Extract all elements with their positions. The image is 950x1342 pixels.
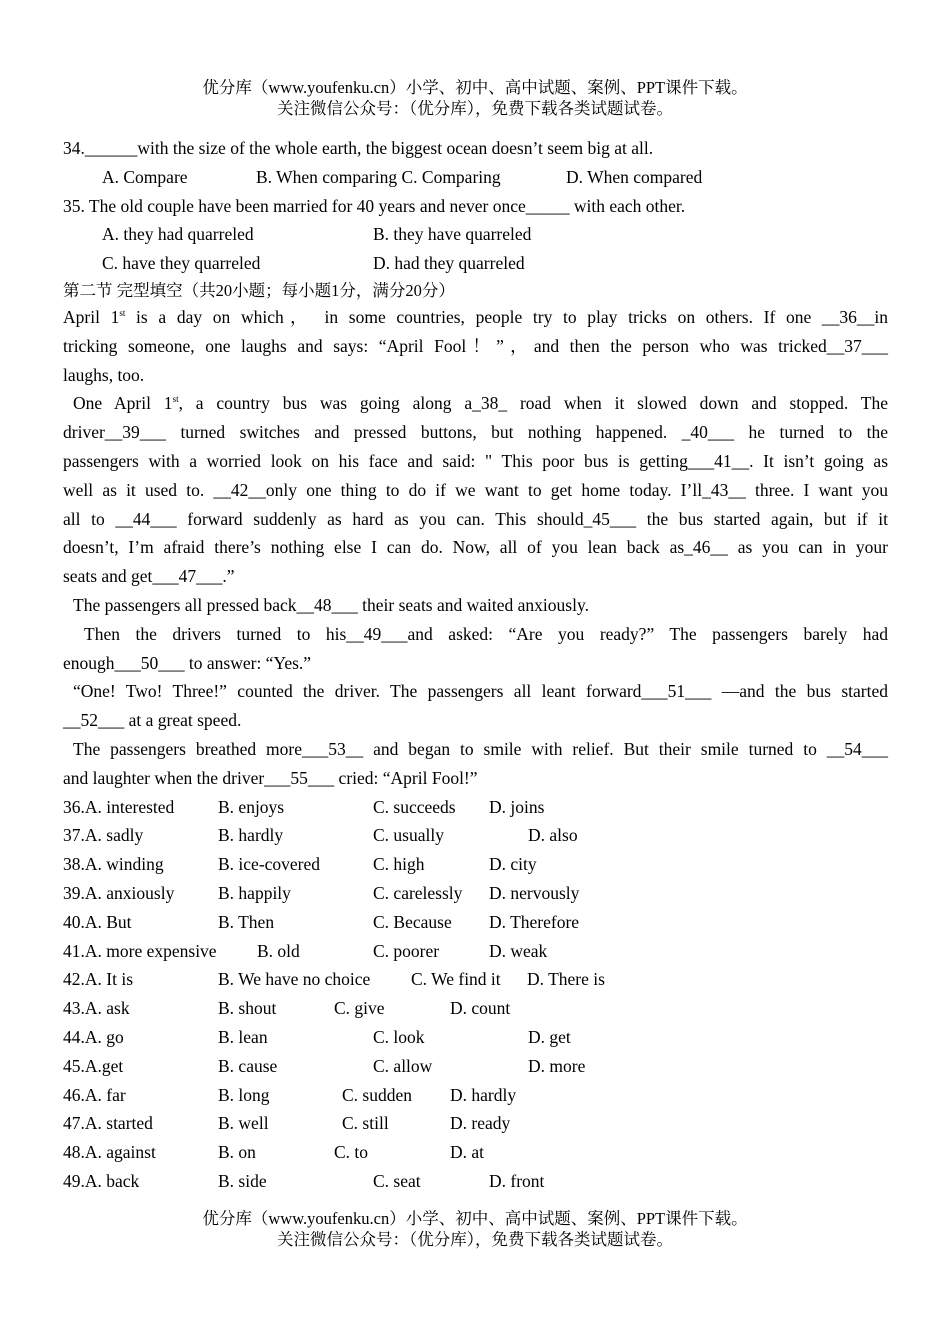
q34-option-d: D. When compared bbox=[566, 166, 703, 187]
option-46-a: 46.A. far bbox=[63, 1084, 126, 1105]
option-39-b: B. happily bbox=[218, 882, 291, 903]
option-39-c: C. carelessly bbox=[373, 882, 463, 903]
option-36-d: D. joins bbox=[489, 796, 545, 817]
option-49-a: 49.A. back bbox=[63, 1170, 140, 1191]
option-42-d: D. There is bbox=[527, 969, 605, 990]
option-40-c: C. Because bbox=[373, 911, 452, 932]
option-38-b: B. ice-covered bbox=[218, 854, 321, 875]
option-45-b: B. cause bbox=[218, 1055, 278, 1076]
option-41-d: D. weak bbox=[489, 940, 548, 961]
passage bbox=[63, 303, 888, 793]
option-41-a: 41.A. more expensive bbox=[63, 940, 217, 961]
q35-option-b: B. they have quarreled bbox=[373, 224, 532, 245]
option-row-36 bbox=[63, 793, 888, 822]
option-38-c: C. high bbox=[373, 854, 425, 875]
q35-options-row2 bbox=[63, 249, 888, 278]
passage-p2-line3: passengers with a worried look on his face and said: " This poor bus is getting___41__. It isn’t going as bbox=[63, 450, 888, 471]
option-46-b: B. long bbox=[218, 1084, 270, 1105]
page-footer bbox=[0, 1208, 950, 1250]
q34-options bbox=[63, 163, 888, 192]
option-47-a: 47.A. started bbox=[63, 1113, 153, 1134]
passage-p2-line4: well as it used to. __42__only one thing to do if we want to get home today. I’ll_43__ three. I want you bbox=[63, 479, 888, 500]
option-44-a: 44.A. go bbox=[63, 1026, 124, 1047]
passage-p6-line2: and laughter when the driver___55___ cried: “April Fool!” bbox=[63, 767, 478, 788]
option-43-d: D. count bbox=[450, 998, 511, 1019]
option-row-38 bbox=[63, 850, 888, 879]
passage-p3: The passengers all pressed back__48___ their seats and waited anxiously. bbox=[73, 594, 589, 615]
option-36-a: 36.A. interested bbox=[63, 796, 175, 817]
footer-line-1: 优分库（www.youfenku.cn）小学、初中、高中试题、案例、PPT课件下载。 bbox=[202, 1209, 748, 1228]
header-line-1: 优分库（www.youfenku.cn）小学、初中、高中试题、案例、PPT课件下载。 bbox=[202, 78, 748, 97]
option-48-c: C. to bbox=[334, 1142, 369, 1163]
p1-text-a: April 1 bbox=[63, 306, 120, 327]
passage-p1-line1 bbox=[63, 303, 888, 332]
cloze-options bbox=[63, 793, 888, 1196]
passage-p1-line2: tricking someone, one laughs and says: “April Fool！”，and then the person who was tricked__37___ bbox=[63, 335, 888, 356]
q34-option-bc: B. When comparing C. Comparing bbox=[256, 166, 501, 187]
q35-option-d: D. had they quarreled bbox=[373, 253, 525, 274]
option-39-d: D. nervously bbox=[489, 882, 580, 903]
option-row-40 bbox=[63, 908, 888, 937]
option-42-c: C. We find it bbox=[411, 969, 501, 990]
option-42-b: B. We have no choice bbox=[218, 969, 371, 990]
option-row-45 bbox=[63, 1052, 888, 1081]
header-line-2: 关注微信公众号：（优分库），免费下载各类试题试卷。 bbox=[277, 99, 673, 118]
option-44-b: B. lean bbox=[218, 1026, 268, 1047]
q35-option-c: C. have they quarreled bbox=[102, 253, 261, 274]
option-38-d: D. city bbox=[489, 854, 537, 875]
option-48-a: 48.A. against bbox=[63, 1142, 156, 1163]
option-46-d: D. hardly bbox=[450, 1084, 517, 1105]
option-row-49 bbox=[63, 1167, 888, 1196]
option-39-a: 39.A. anxiously bbox=[63, 882, 175, 903]
option-37-c: C. usually bbox=[373, 825, 444, 846]
passage-p5-line2: __52___ at a great speed. bbox=[63, 710, 242, 731]
q34-option-a: A. Compare bbox=[102, 166, 188, 187]
option-37-a: 37.A. sadly bbox=[63, 825, 144, 846]
option-row-47 bbox=[63, 1109, 888, 1138]
passage-p5-line1: “One! Two! Three!” counted the driver. The passengers all leant forward___51___ —and the bus started bbox=[73, 681, 888, 702]
option-row-43 bbox=[63, 994, 888, 1023]
passage-p2-line1 bbox=[63, 389, 888, 418]
option-47-c: C. still bbox=[342, 1113, 389, 1134]
passage-p1-line3: laughs, too. bbox=[63, 364, 145, 385]
option-43-b: B. shout bbox=[218, 998, 277, 1019]
p1-sup: st bbox=[119, 308, 126, 319]
option-41-c: C. poorer bbox=[373, 940, 440, 961]
q35-stem: 35. The old couple have been married for 40 years and never once_____ with each other. bbox=[63, 195, 686, 216]
option-row-48 bbox=[63, 1138, 888, 1167]
page-header bbox=[0, 77, 950, 119]
q35-options-row1 bbox=[63, 220, 888, 249]
option-49-c: C. seat bbox=[373, 1170, 421, 1191]
option-41-b: B. old bbox=[257, 940, 300, 961]
option-48-b: B. on bbox=[218, 1142, 256, 1163]
q34-stem: 34.______with the size of the whole earth, the biggest ocean doesn’t seem big at all. bbox=[63, 138, 654, 158]
q35-option-a: A. they had quarreled bbox=[102, 224, 254, 245]
passage-p4-line2: enough___50___ to answer: “Yes.” bbox=[63, 652, 312, 673]
option-49-d: D. front bbox=[489, 1170, 545, 1191]
option-38-a: 38.A. winding bbox=[63, 854, 164, 875]
section-title: 第二节 完型填空（共20小题；每小题1分，满分20分） bbox=[63, 280, 455, 300]
option-37-d: D. also bbox=[528, 825, 578, 846]
option-row-37 bbox=[63, 821, 888, 850]
option-47-b: B. well bbox=[218, 1113, 269, 1134]
option-row-46 bbox=[63, 1081, 888, 1110]
passage-p2-line2: driver__39___ turned switches and pressed buttons, but nothing happened. _40___ he turned to the bbox=[63, 422, 888, 443]
option-row-42 bbox=[63, 965, 888, 994]
option-43-a: 43.A. ask bbox=[63, 998, 130, 1019]
option-45-d: D. more bbox=[528, 1055, 586, 1076]
p2-sup: st bbox=[172, 394, 179, 405]
option-45-c: C. allow bbox=[373, 1055, 433, 1076]
option-row-44 bbox=[63, 1023, 888, 1052]
passage-p2-line5: all to __44___ forward suddenly as hard as you can. This should_45___ the bus started again, but if it bbox=[63, 508, 888, 529]
option-43-c: C. give bbox=[334, 998, 385, 1019]
option-45-a: 45.A.get bbox=[63, 1055, 124, 1076]
option-40-b: B. Then bbox=[218, 911, 275, 932]
option-47-d: D. ready bbox=[450, 1113, 511, 1134]
option-44-c: C. look bbox=[373, 1026, 425, 1047]
option-44-d: D. get bbox=[528, 1026, 571, 1047]
p1-text-b: is a day on which， in some countries, people try to play tricks on others. If one __36__in bbox=[125, 306, 888, 327]
option-40-a: 40.A. But bbox=[63, 911, 132, 932]
option-46-c: C. sudden bbox=[342, 1084, 412, 1105]
option-36-b: B. enjoys bbox=[218, 796, 285, 817]
footer-line-2: 关注微信公众号：（优分库），免费下载各类试题试卷。 bbox=[277, 1230, 673, 1249]
passage-p6-line1: The passengers breathed more___53__ and began to smile with relief. But their smile turned to __54___ bbox=[73, 738, 888, 759]
option-40-d: D. Therefore bbox=[489, 911, 580, 932]
passage-p2-line7: seats and get___47___.” bbox=[63, 566, 235, 587]
p2-text-a: One April 1 bbox=[73, 393, 173, 414]
option-48-d: D. at bbox=[450, 1142, 485, 1163]
option-36-c: C. succeeds bbox=[373, 796, 456, 817]
option-42-a: 42.A. It is bbox=[63, 969, 133, 990]
option-49-b: B. side bbox=[218, 1170, 267, 1191]
option-37-b: B. hardly bbox=[218, 825, 284, 846]
p2-text-b: , a country bus was going along a_38_ road when it slowed down and stopped. The bbox=[178, 393, 888, 414]
exam-content bbox=[63, 134, 888, 1196]
option-row-41 bbox=[63, 937, 888, 966]
passage-p2-line6: doesn’t, I’m afraid there’s nothing else I can do. Now, all of you lean back as_46__ as you can in your bbox=[63, 537, 888, 558]
option-row-39 bbox=[63, 879, 888, 908]
passage-p4-line1: Then the drivers turned to his__49___and asked: “Are you ready?” The passengers barely had bbox=[84, 623, 888, 644]
